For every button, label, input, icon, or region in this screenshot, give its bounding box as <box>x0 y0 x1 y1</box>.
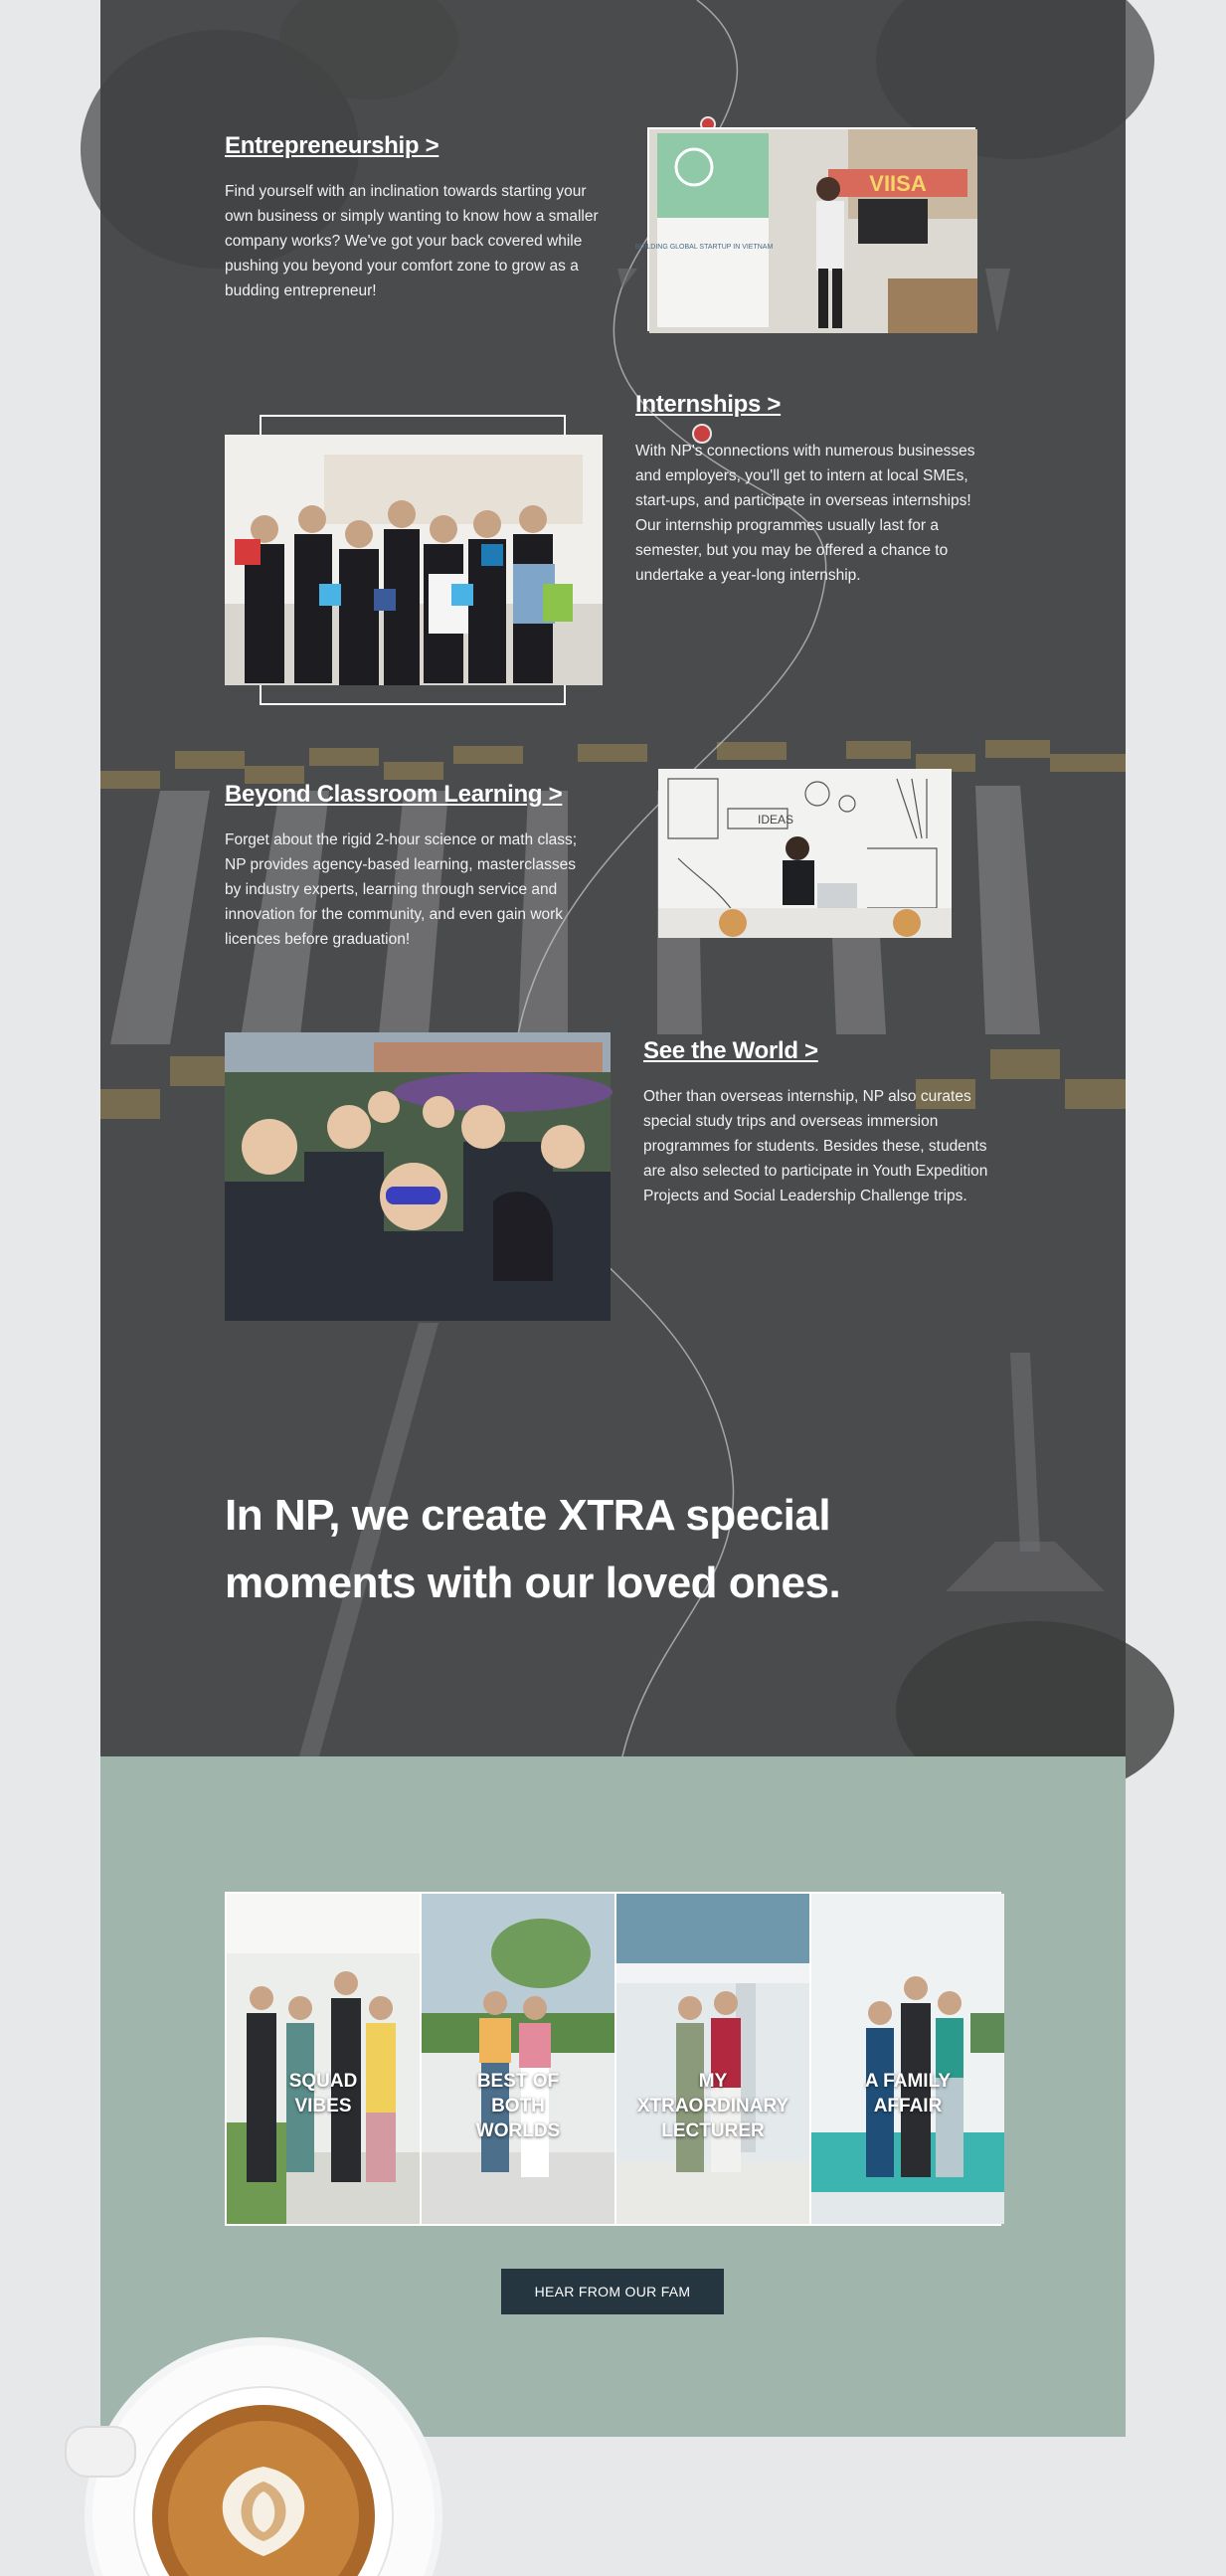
tile-photo <box>422 1894 614 2224</box>
tile-photo <box>227 1894 420 2224</box>
beyond-classroom-text: Forget about the rigid 2-hour science or math class; NP provides agency-based learning, masterclasses by industry experts, learning through service and innovation for the community, and even gain work licences before graduation! <box>225 831 578 948</box>
entrepreneurship-photo <box>634 127 975 331</box>
tile-label: MY XTRAORDINARY LECTURER <box>636 2071 789 2141</box>
tile-xtraordinary-lecturer[interactable] <box>616 1894 809 2224</box>
internships-text: With NP's connections with numerous businesses and employers, you'll get to intern at local SMEs, start-ups, and participate in overseas internships! Our internship programmes usually last for a semester, but you may be offered a chance to undertake a year-long internship. <box>635 443 975 584</box>
coffee-cup-decoration <box>60 2278 477 2576</box>
team-group-illustration <box>225 435 603 685</box>
beyond-classroom-link[interactable]: Beyond Classroom Learning > <box>225 781 563 808</box>
startup-booth-illustration <box>634 129 977 333</box>
tile-photo <box>811 1894 1004 2224</box>
tile-label: BEST OF BOTH WORLDS <box>475 2071 561 2141</box>
ideas-text: IDEAS <box>758 813 794 827</box>
group-selfie-illustration <box>225 1032 611 1321</box>
see-the-world-text: Other than overseas internship, NP also curates special study trips and overseas immersion programmes for students. Besides these, students are also selected to participate in Youth Expedition Projects and Social Leadership Challenge trips. <box>643 1088 988 1204</box>
see-the-world-link[interactable]: See the World > <box>643 1037 818 1064</box>
tile-label: A FAMILY AFFAIR <box>864 2071 952 2116</box>
entrepreneurship-link[interactable]: Entrepreneurship > <box>225 132 439 159</box>
tile-a-family-affair[interactable] <box>811 1894 1004 2224</box>
pathways-section <box>100 0 1126 1756</box>
tagline: In NP, we create XTRA special moments with our loved ones. <box>225 1491 841 1607</box>
tile-photo <box>616 1894 809 2224</box>
tile-label: SQUAD VIBES <box>288 2071 358 2116</box>
classroom-photo <box>658 769 952 938</box>
tile-best-of-both-worlds[interactable] <box>422 1894 614 2224</box>
banner-text: BUILDING GLOBAL STARTUP IN VIETNAM <box>634 244 774 251</box>
see-the-world-photo <box>225 1032 611 1321</box>
page <box>100 0 1126 2437</box>
internships-link[interactable]: Internships > <box>635 391 782 418</box>
hear-from-our-fam-button[interactable]: HEAR FROM OUR FAM <box>501 2269 724 2314</box>
entrepreneurship-text: Find yourself with an inclination towards starting your own business or simply wanting to know how a smaller company works? We've got your back covered while pushing you beyond your comfort zone to grow as a budding entrepreneur! <box>225 183 599 299</box>
viisa-sign: VIISA <box>869 171 927 196</box>
internship-photo <box>225 435 603 685</box>
tile-squad-vibes[interactable] <box>227 1894 420 2224</box>
story-tiles <box>225 1892 1001 2226</box>
whiteboard-illustration <box>658 769 952 938</box>
